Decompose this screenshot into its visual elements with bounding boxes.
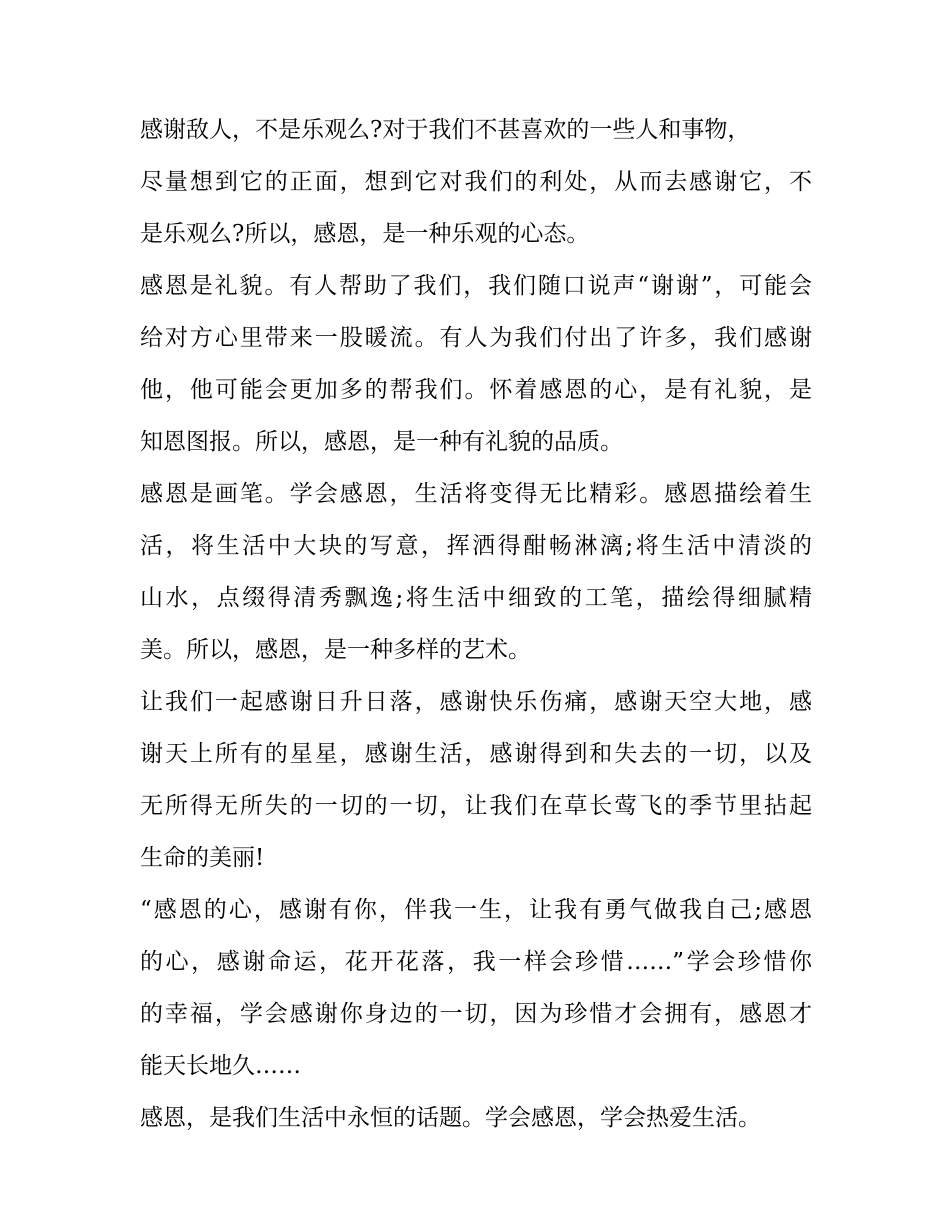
text-line: 让我们一起感谢日升日落，感谢快乐伤痛，感谢天空大地，感 [140,689,812,715]
text-line: 是乐观么?所以，感恩，是一种乐观的心态。 [140,221,590,247]
essay-text [140,104,812,1144]
text-line: “感恩的心，感谢有你，伴我一生，让我有勇气做我自己;感恩 [140,897,812,923]
text-line: 谢天上所有的星星，感谢生活，感谢得到和失去的一切，以及 [140,741,812,767]
text-line: 的幸福，学会感谢你身边的一切，因为珍惜才会拥有，感恩才 [140,1001,812,1027]
text-line: 美。所以，感恩，是一种多样的艺术。 [140,637,531,663]
text-line: 感恩是画笔。学会感恩，生活将变得无比精彩。感恩描绘着生 [140,481,812,507]
text-line: 无所得无所失的一切的一切，让我们在草长莺飞的季节里拈起 [140,793,812,819]
text-line: 给对方心里带来一股暖流。有人为我们付出了许多，我们感谢 [140,325,812,351]
text-line: 能天长地久…… [140,1053,301,1079]
text-line: 他，他可能会更加多的帮我们。怀着感恩的心，是有礼貌，是 [140,377,812,403]
text-line: 山水，点缀得清秀飘逸;将生活中细致的工笔，描绘得细腻精 [140,585,812,611]
text-line: 感恩是礼貌。有人帮助了我们，我们随口说声“谢谢”，可能会 [140,273,812,299]
text-line: 活，将生活中大块的写意，挥洒得酣畅淋漓;将生活中清淡的 [140,533,812,559]
text-line: 的心，感谢命运，花开花落，我一样会珍惜……”学会珍惜你 [140,949,812,975]
text-line: 生命的美丽! [140,845,265,871]
text-line: 知恩图报。所以，感恩，是一种有礼貌的品质。 [140,429,623,455]
text-line: 尽量想到它的正面，想到它对我们的利处，从而去感谢它，不 [140,169,812,195]
text-line: 感谢敌人，不是乐观么?对于我们不甚喜欢的一些人和事物， [140,117,751,143]
text-line: 感恩，是我们生活中永恒的话题。学会感恩，学会热爱生活。 [140,1105,761,1131]
